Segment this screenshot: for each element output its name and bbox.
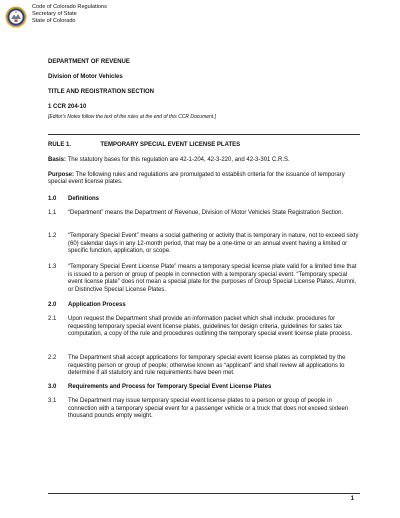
page-header <box>5 4 107 36</box>
item-text: “Department” means the Department of Revenue, Division of Motor Vehicles State Registration Section. <box>68 210 344 216</box>
item-3-1 <box>48 398 360 421</box>
section-number: 3.0 <box>48 384 57 390</box>
section-heading: TITLE AND REGISTRATION SECTION <box>48 89 154 95</box>
section-number: 1.0 <box>48 196 57 202</box>
item-number: 1.1 <box>48 210 57 216</box>
section-2-heading <box>48 302 360 310</box>
purpose-label: Purpose: <box>48 172 75 178</box>
item-2-1 <box>48 316 360 339</box>
division-heading: Division of Motor Vehicles <box>48 74 123 80</box>
section-title: Definitions <box>68 196 99 202</box>
basis-label: Basis: <box>48 157 67 163</box>
footer-divider <box>48 493 360 494</box>
item-text: “Temporary Special Event License Plate” means a temporary special license plate valid for a limited time that is issued to a person or group of people in connection with a temporary special event. “Temporary special event license plate” does not mean a special plate for the purposes of Group Special License Plates, Alumni, or Distinctive Special License Plates. <box>68 264 357 293</box>
basis-paragraph <box>48 157 360 164</box>
purpose-text: The following rules and regulations are promulgated to establish criteria for the issuance of temporary special event license plates. <box>48 172 345 186</box>
item-text: The Department may issue temporary special event license plates to a person or group of people in connection with a temporary special event for a passenger vehicle or a truck that does not exceed sixteen thousand pounds empty weight. <box>68 398 349 420</box>
section-title: Requirements and Process for Temporary Special Event License Plates <box>68 384 272 390</box>
section-number: 2.0 <box>48 302 57 308</box>
header-line-1: Code of Colorado Regulations <box>32 4 107 10</box>
item-1-1 <box>48 210 360 218</box>
item-number: 1.3 <box>48 264 57 270</box>
item-number: 2.1 <box>48 316 57 322</box>
section-title: Application Process <box>68 302 126 308</box>
item-text: “Temporary Special Event” means a social gathering or activity that is temporary in nature, not to exceed sixty (60) calendar days in any 12-month period, that may be a one-time or an annual event having a limited or specific function, application, or scope. <box>68 233 359 255</box>
divider-line <box>48 134 360 135</box>
colorado-seal-icon <box>5 6 27 28</box>
rule-heading <box>48 142 360 149</box>
purpose-paragraph <box>48 172 360 187</box>
item-1-3 <box>48 264 360 294</box>
header-line-2: Secretary of State <box>32 11 77 18</box>
header-text <box>32 4 107 36</box>
page-number: 1 <box>350 496 354 502</box>
department-heading: DEPARTMENT OF REVENUE <box>48 59 130 65</box>
section-3-heading <box>48 384 360 392</box>
item-text: The Department shall accept applications for temporary special event license plates as completed by the requesting person or group of people; otherwise known as “applicant” and shall review all applications to determine if all statutory and rule requirements have been met. <box>68 355 346 377</box>
rule-number: RULE 1. <box>48 142 72 148</box>
item-text: Upon request the Department shall provide an information packet which shall include: procedures for requesting temporary special event license plates, guidelines for design criteria, guidelines for sales tax computation, a copy of the rule and procedures outlining the temporary special event license plate process. <box>68 316 353 338</box>
header-line-3: State of Colorado <box>32 18 76 25</box>
item-number: 1.2 <box>48 233 57 239</box>
ccr-number: 1 CCR 204-10 <box>48 104 87 110</box>
section-1-heading <box>48 196 360 204</box>
item-number: 2.2 <box>48 355 57 361</box>
item-1-2 <box>48 233 360 256</box>
basis-text: The statutory bases for this regulation are 42-1-204, 42-3-220, and 42-3-301 C.R.S. <box>67 157 290 163</box>
item-number: 3.1 <box>48 398 57 404</box>
rule-title: TEMPORARY SPECIAL EVENT LICENSE PLATES <box>100 142 241 148</box>
editor-note: [Editor's Notes follow the text of the rules at the end of this CCR Document.] <box>48 114 216 120</box>
item-2-2 <box>48 355 360 378</box>
